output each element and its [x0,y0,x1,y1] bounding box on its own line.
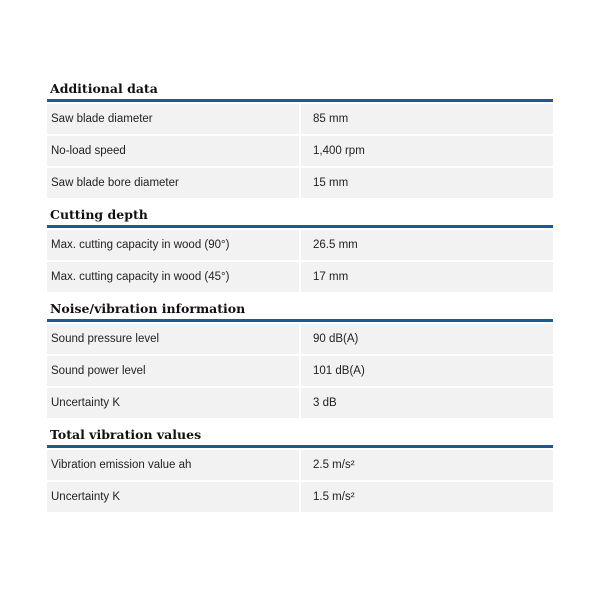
section-divider [47,445,553,448]
row-value: 26.5 mm [299,230,553,260]
table-row [47,388,553,418]
row-value: 3 dB [299,388,553,418]
row-label: Saw blade diameter [51,113,153,125]
table-row [47,262,553,292]
row-label: Max. cutting capacity in wood (90°) [51,239,230,251]
section-noise-vibration [47,298,553,418]
section-divider [47,225,553,228]
row-label: Uncertainty K [51,491,121,503]
table-row [47,324,553,356]
row-value: 85 mm [299,104,553,134]
section-cutting-depth [47,204,553,292]
section-divider [47,319,553,322]
row-label: No-load speed [51,145,126,157]
row-value: 1,400 rpm [299,136,553,166]
row-value: 2.5 m/s² [299,450,553,480]
section-title: Noise/vibration information [50,301,246,316]
row-value: 15 mm [299,168,553,198]
row-value: 90 dB(A) [299,324,553,354]
table-row [47,482,553,512]
section-title: Total vibration values [50,427,202,442]
row-label: Sound power level [51,365,146,377]
table-row [47,136,553,168]
row-label: Saw blade bore diameter [51,177,179,189]
row-value: 101 dB(A) [299,356,553,386]
section-additional-data [47,78,553,198]
row-value: 17 mm [299,262,553,292]
row-label: Sound pressure level [51,333,160,345]
row-value: 1.5 m/s² [299,482,553,512]
row-label: Max. cutting capacity in wood (45°) [51,271,230,283]
table-row [47,356,553,388]
row-label: Uncertainty K [51,397,121,409]
spec-table [47,78,553,512]
section-total-vibration [47,424,553,512]
table-row [47,230,553,262]
section-title: Cutting depth [50,207,148,222]
table-row [47,168,553,198]
section-divider [47,99,553,102]
table-row [47,104,553,136]
section-title: Additional data [50,81,158,96]
table-row [47,450,553,482]
row-label: Vibration emission value ah [51,459,192,471]
